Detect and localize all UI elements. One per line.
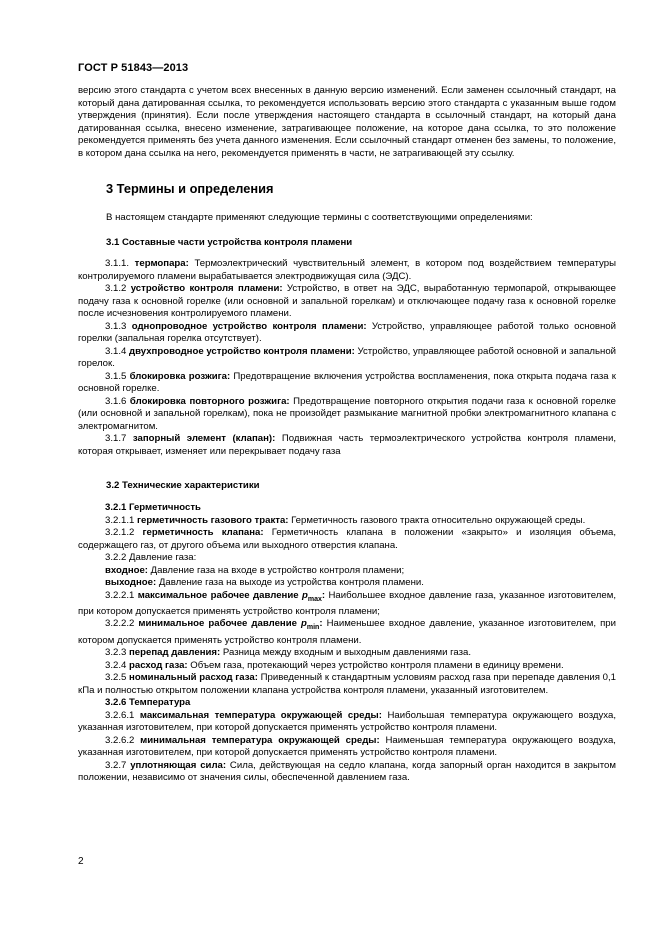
terms-3-2-block [78, 502, 616, 785]
page-number: 2 [78, 856, 84, 867]
term-definition: 3.2.1.2 герметичность клапана: Герметичность клапана в положении «закрыто» и изоляция объема, содержащего газ, от другого объема или выходного отверстия клапана. [78, 527, 616, 551]
subsection-heading-3-2-6: 3.2.6 Температура [105, 697, 191, 709]
term-definition: 3.2.3 перепад давления: Разница между входным и выходным давлениями газа. [105, 647, 472, 659]
section-intro: В настоящем стандарте применяют следующие термины с соответствующими определениями: [106, 212, 533, 223]
term-definition: 3.1.2 устройство контроля пламени: Устройство, в ответ на ЭДС, выработанную термопарой, открывающее подачу газа к основной горелке (или основной и запальной горелкам) и отключающее подачу газа к основной горелке после исчезновения контролируемого пламени. [78, 283, 616, 319]
terms-3-1-block [78, 258, 616, 458]
term-definition: 3.2.5 номинальный расход газа: Приведенный к стандартным условиям расход газа при перепаде давления 0,1 кПа и полностью открытом положении клапана устройства контроля пламени, указанный изготовителем. [78, 672, 616, 696]
term-definition: 3.2.2.1 максимальное рабочее давление $p_{max}$: Наибольшее входное давление газа, указанное изготовителем, при котором допускается применять устройство контроля пламени; [78, 589, 616, 617]
term-definition: 3.1.7 запорный элемент (клапан): Подвижная часть термоэлектрического устройства контроля пламени, которая открывает, изменяет или перекрывает подачу газа [78, 433, 616, 457]
term-definition: 3.2.4 расход газа: Объем газа, протекающий через устройство контроля пламени в единицу времени. [105, 659, 564, 671]
subsection-heading-3-1: 3.1 Составные части устройства контроля пламени [106, 237, 353, 248]
continuation-paragraph: версию этого стандарта с учетом всех внесенных в данную версию изменений. Если заменен ссылочный стандарт, на который дана датированная ссылка, то рекомендуется использовать версию этого стандарта с указанным выше годом утверждения (принятия). Если после утверждения настоящего стандарта в ссылочный стандарт, на который дана датированная ссылка, внесено изменение, затрагивающее положение, на которое дана ссылка, то это положение рекомендуется применять без учета данного изменения. Если ссылочный стандарт отменен без замены, то положение, в котором дана ссылка на него, рекомендуется применять в части, не затрагивающей эту ссылку. [78, 85, 616, 159]
term-definition: выходное: Давление газа на выходе из устройства контроля пламени. [105, 577, 424, 588]
subsection-heading-3-2: 3.2 Технические характеристики [106, 480, 260, 491]
term-definition: 3.2.7 уплотняющая сила: Сила, действующая на седло клапана, когда запорный орган находится в закрытом положении, независимо от значения силы, обеспеченной давлением газа. [78, 759, 616, 784]
term-definition: 3.1.1. термопара: Термоэлектрический чувствительный элемент, в котором под воздействием температуры контролируемого пламени вырабатывается электродвижущая сила (ЭДС). [78, 258, 616, 282]
term-definition: 3.2.2 Давление газа: [105, 552, 197, 563]
term-definition: 3.1.5 блокировка розжига: Предотвращение включения устройства воспламенения, пока открыта подача газа к основной горелке. [78, 370, 616, 394]
term-definition: 3.2.6.2 минимальная температура окружающей среды: Наименьшая температура окружающего воздуха, указанная изготовителем, при которой допускается применять устройство контроля пламени. [78, 734, 616, 759]
section-heading: 3 Термины и определения [106, 181, 274, 196]
term-definition: 3.1.4 двухпроводное устройство контроля пламени: Устройство, управляющее работой основной и запальной горелок. [78, 345, 617, 369]
term-definition: 3.1.6 блокировка повторного розжига: Предотвращение повторного открытия подачи газа к основной горелке (или основной и запальной горелкам), пока не произойдет размыкание магнитной пробки электромагнитного клапана с электромагнитом. [78, 395, 616, 432]
term-definition: 3.2.6.1 максимальная температура окружающей среды: Наибольшая температура окружающего воздуха, указанная изготовителем, при которой допускается применять устройство контроля пламени. [78, 709, 616, 734]
document-header: ГОСТ Р 51843—2013 [78, 62, 189, 74]
subsection-heading-3-2-1: 3.2.1 Герметичность [105, 502, 201, 513]
term-definition: входное: Давление газа на входе в устройство контроля пламени; [105, 564, 405, 576]
term-definition: 3.2.2.2 минимальное рабочее давление $p_{min}$: Наименьшее входное давление, указанное изготовителем, при котором допускается применять устройство контроля пламени. [78, 618, 616, 646]
top-paragraph-block [78, 85, 616, 160]
term-definition: 3.1.3 однопроводное устройство контроля пламени: Устройство, управляющее работой только основной горелки (запальная горелка отсутствует). [78, 320, 616, 344]
term-definition: 3.2.1.1 герметичность газового тракта: Герметичность газового тракта относительно окружающей среды. [105, 514, 586, 526]
